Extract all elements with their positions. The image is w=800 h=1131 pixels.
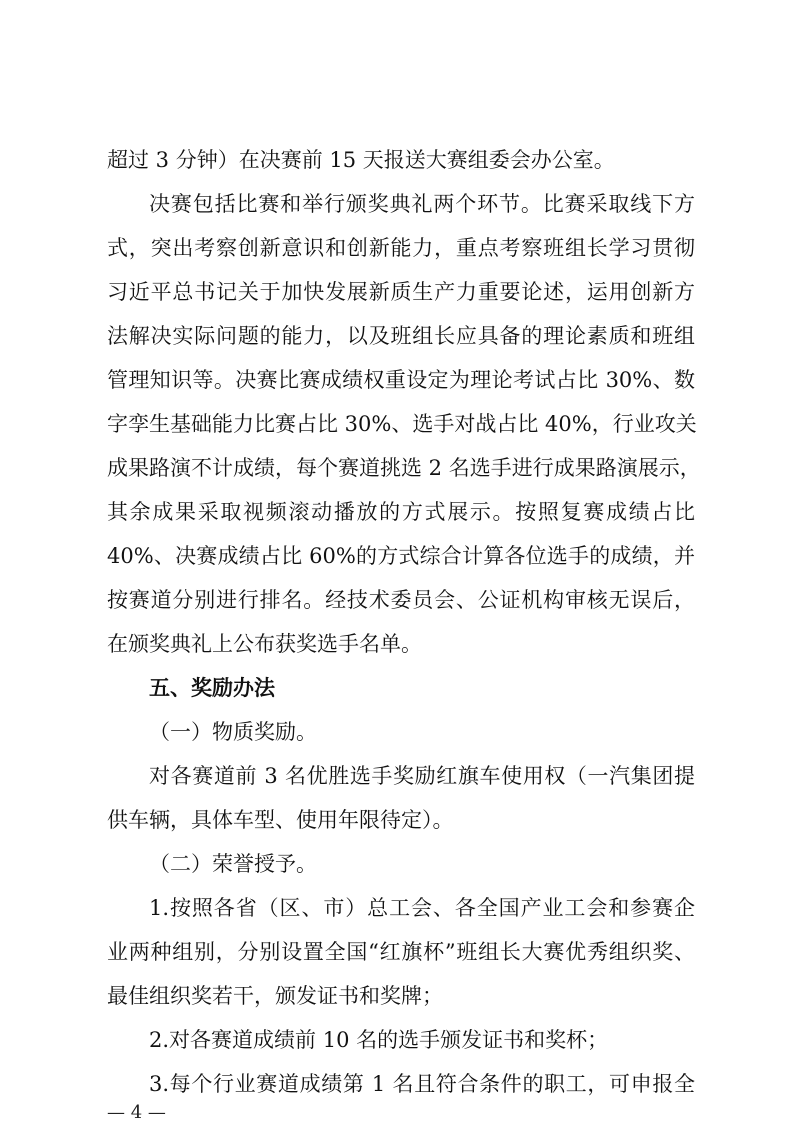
section-heading-rewards: 五、奖励办法 xyxy=(149,676,275,700)
body-line-3: 式，突出考察创新意识和创新能力，重点考察班组长学习贯彻 xyxy=(107,236,695,260)
body-line-7: 字孪生基础能力比赛占比 30%、选手对战占比 40%，行业攻关 xyxy=(107,412,697,436)
page-number: — 4 — xyxy=(107,1102,166,1123)
list-item-1-line-2: 业两种组别，分别设置全国“红旗杯”班组长大赛优秀组织奖、 xyxy=(107,940,695,964)
list-item-2: 2.对各赛道成绩前 10 名的选手颁发证书和奖杯； xyxy=(149,1028,609,1052)
subheading-material-rewards: （一）物质奖励。 xyxy=(149,720,317,744)
body-line-2: 决赛包括比赛和举行颁奖典礼两个环节。比赛采取线下方 xyxy=(149,192,695,216)
list-item-3-line-1: 3.每个行业赛道成绩第 1 名且符合条件的职工，可申报全 xyxy=(149,1072,695,1096)
body-line-12: 在颁奖典礼上公布获奖选手名单。 xyxy=(107,632,422,656)
body-line-10: 40%、决赛成绩占比 60%的方式综合计算各位选手的成绩，并 xyxy=(107,544,695,568)
body-line-14: 供车辆，具体车型、使用年限待定）。 xyxy=(107,808,454,832)
body-line-8: 成果路演不计成绩，每个赛道挑选 2 名选手进行成果路演展示， xyxy=(107,456,701,480)
list-item-1-line-1: 1.按照各省（区、市）总工会、各全国产业工会和参赛企 xyxy=(149,896,695,920)
body-line-1: 超过 3 分钟）在决赛前 15 天报送大赛组委会办公室。 xyxy=(107,148,615,172)
body-line-6: 管理知识等。决赛比赛成绩权重设定为理论考试占比 30%、数 xyxy=(107,368,695,392)
body-line-9: 其余成果采取视频滚动播放的方式展示。按照复赛成绩占比 xyxy=(107,500,695,524)
list-item-1-line-3: 最佳组织奖若干，颁发证书和奖牌； xyxy=(107,984,443,1008)
body-line-4: 习近平总书记关于加快发展新质生产力重要论述，运用创新方 xyxy=(107,280,695,304)
body-line-11: 按赛道分别进行排名。经技术委员会、公证机构审核无误后， xyxy=(107,588,695,612)
body-line-5: 法解决实际问题的能力，以及班组长应具备的理论素质和班组 xyxy=(107,324,695,348)
subheading-honors: （二）荣誉授予。 xyxy=(149,852,317,876)
body-line-13: 对各赛道前 3 名优胜选手奖励红旗车使用权（一汽集团提 xyxy=(149,764,695,788)
